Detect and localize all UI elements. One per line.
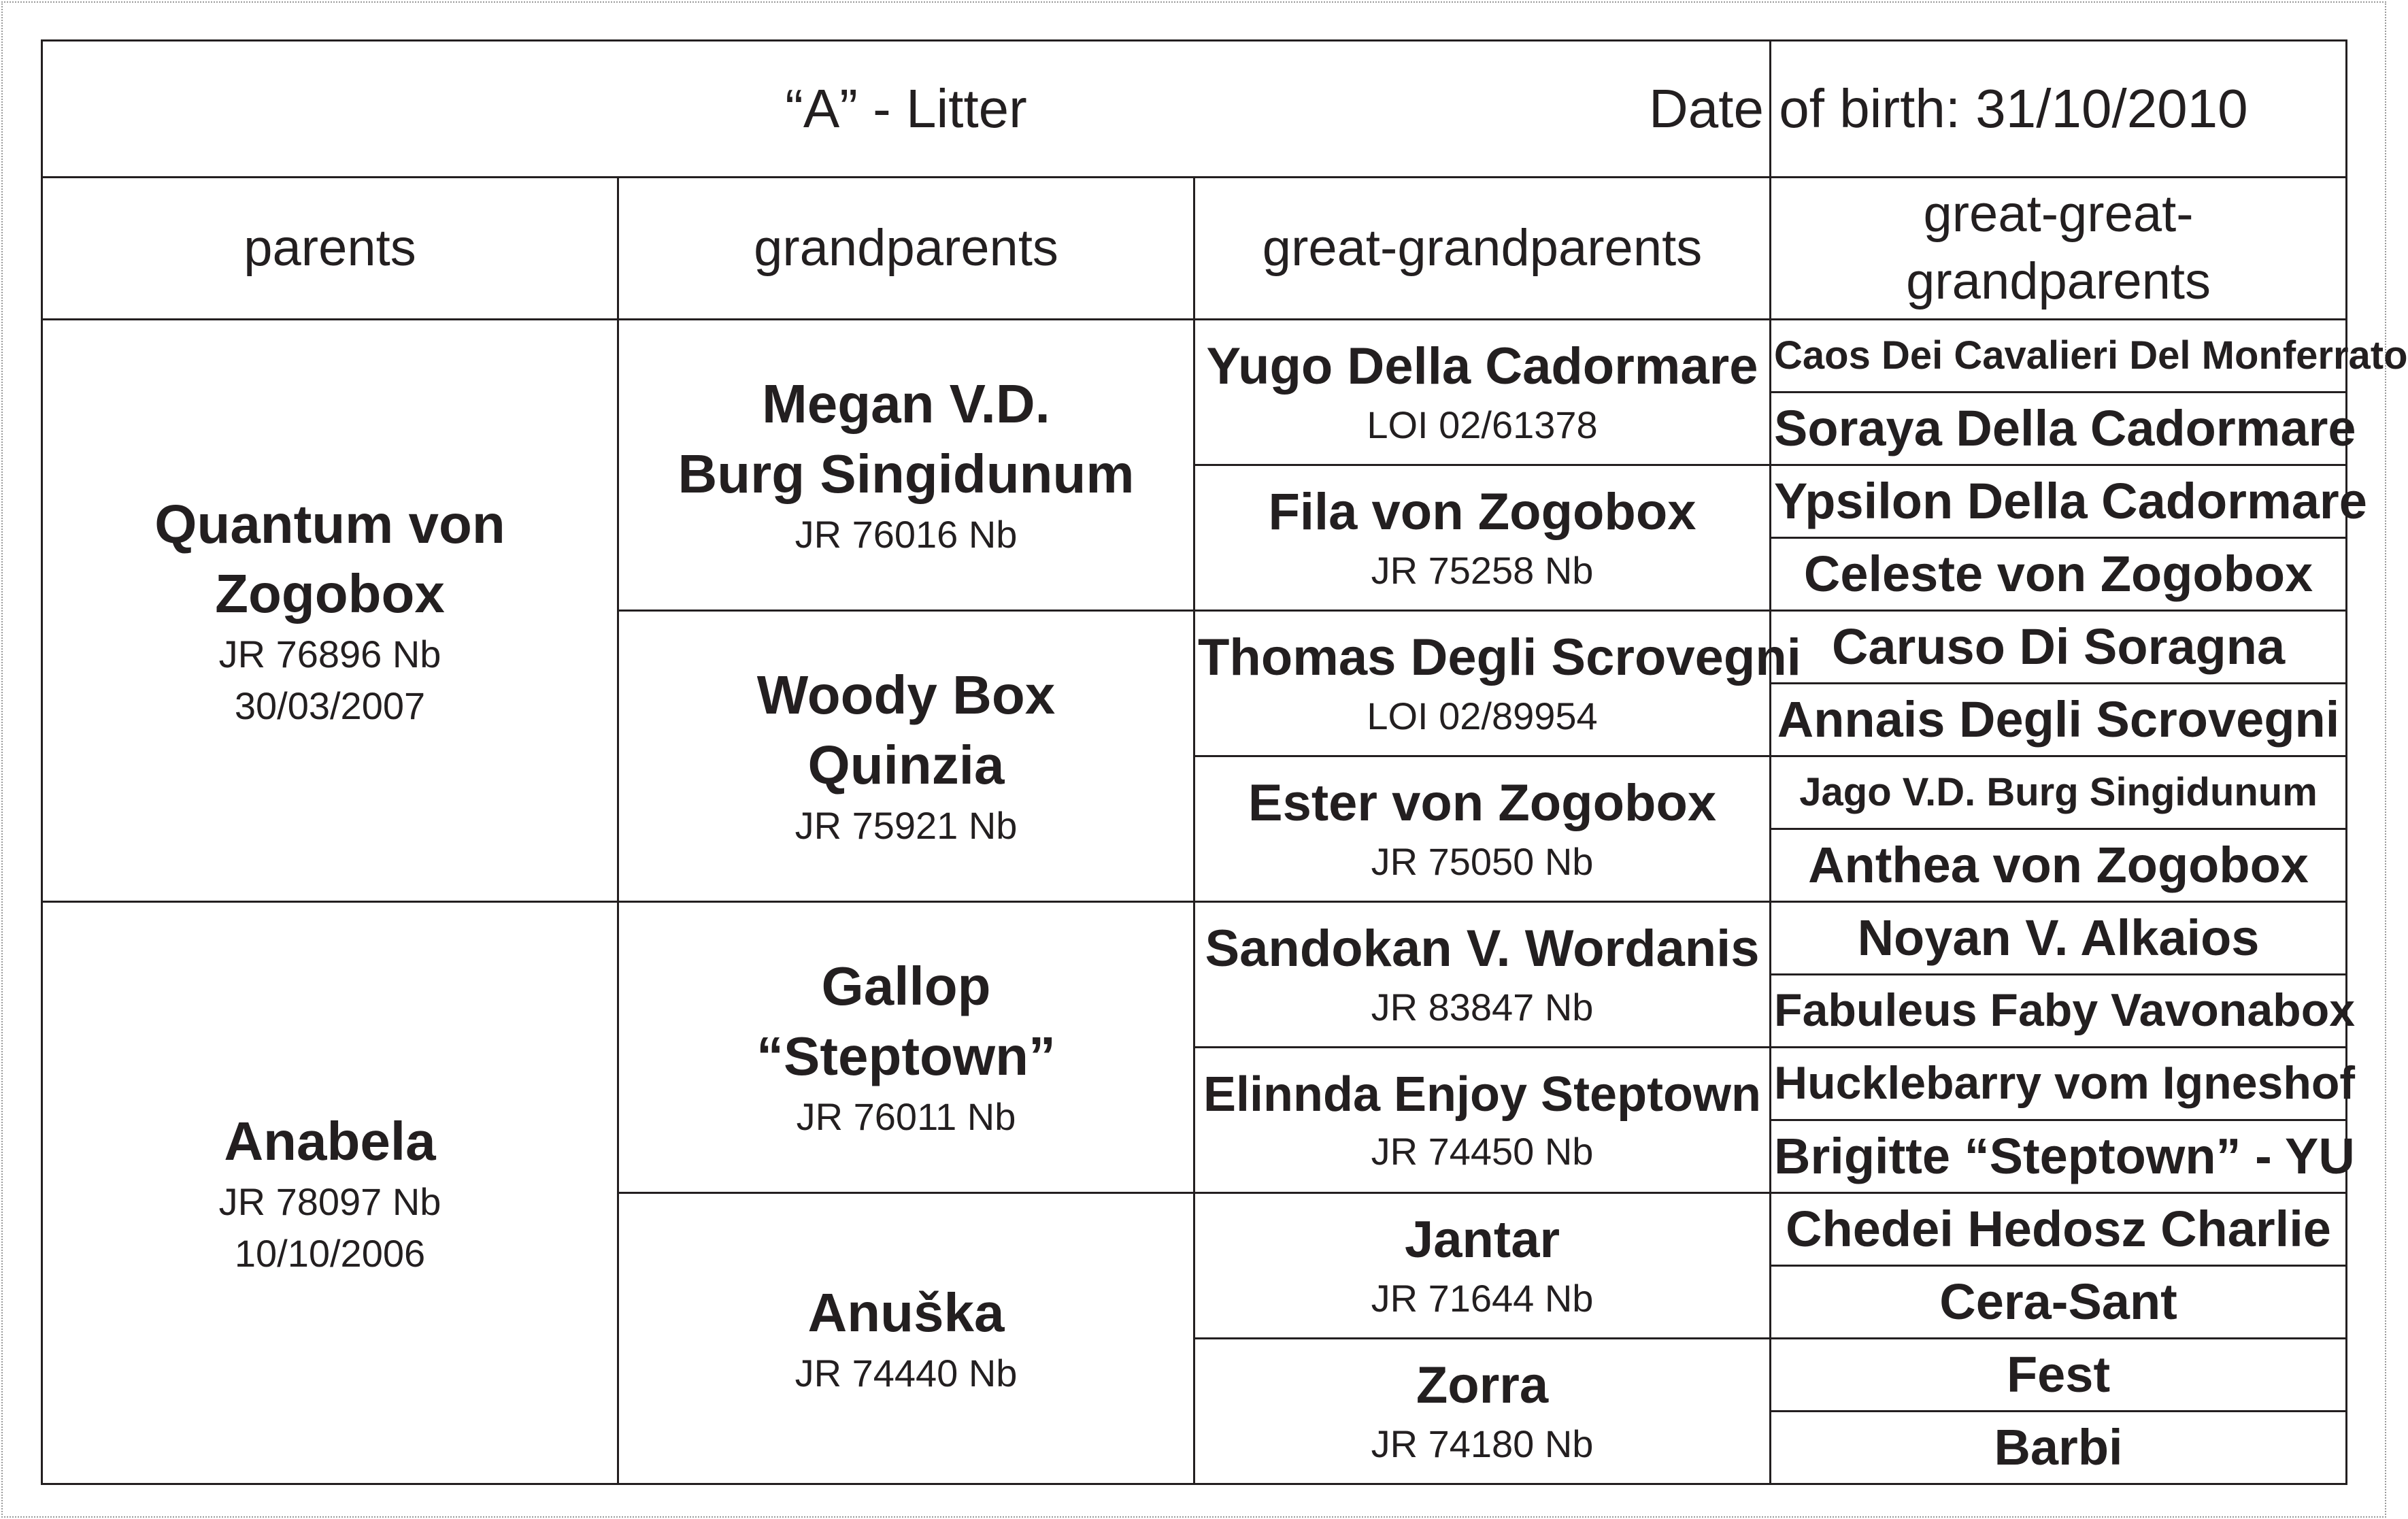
great-grandparent-4: Ester von Zogobox JR 75050 Nb (1194, 756, 1771, 902)
great-great-grandparent-16: Barbi (1771, 1412, 2347, 1484)
great-grandparent-1: Yugo Della Cadormare LOI 02/61378 (1194, 320, 1771, 465)
column-header-great-great-grandparents: great-great- grandparents (1771, 178, 2347, 320)
great-great-grandparent-6: Annais Degli Scrovegni (1771, 684, 2347, 756)
parent-sire: Quantum von Zogobox JR 76896 Nb 30/03/2007 (42, 320, 618, 902)
great-grandparent-2: Fila von Zogobox JR 75258 Nb (1194, 465, 1771, 611)
great-great-grandparent-8: Anthea von Zogobox (1771, 829, 2347, 902)
great-great-grandparent-7: Jago V.D. Burg Singidunum (1771, 756, 2347, 829)
grandparent-3: Gallop “Steptown” JR 76011 Nb (618, 902, 1194, 1193)
great-grandparent-7: Jantar JR 71644 Nb (1194, 1193, 1771, 1339)
column-header-great-grandparents: great-grandparents (1194, 178, 1771, 320)
great-great-grandparent-4: Celeste von Zogobox (1771, 538, 2347, 611)
great-great-grandparent-14: Cera-Sant (1771, 1266, 2347, 1339)
great-great-grandparent-11: Hucklebarry vom Igneshof (1771, 1048, 2347, 1120)
great-great-grandparent-3: Ypsilon Della Cadormare (1771, 465, 2347, 538)
great-great-grandparent-1: Caos Dei Cavalieri Del Monferrato (1771, 320, 2347, 393)
great-great-grandparent-5: Caruso Di Soragna (1771, 611, 2347, 684)
great-great-grandparent-2: Soraya Della Cadormare (1771, 393, 2347, 465)
date-of-birth: Date of birth: 31/10/2010 (1771, 41, 2347, 178)
great-grandparent-5: Sandokan V. Wordanis JR 83847 Nb (1194, 902, 1771, 1048)
column-header-grandparents: grandparents (618, 178, 1194, 320)
title-row (42, 41, 2347, 178)
grandparent-1: Megan V.D. Burg Singidunum JR 76016 Nb (618, 320, 1194, 611)
header-row (42, 178, 2347, 320)
great-grandparent-6: Elinnda Enjoy Steptown JR 74450 Nb (1194, 1048, 1771, 1193)
parent-dam: Anabela JR 78097 Nb 10/10/2006 (42, 902, 618, 1484)
great-great-grandparent-9: Noyan V. Alkaios (1771, 902, 2347, 975)
great-great-grandparent-10: Fabuleus Faby Vavonabox (1771, 975, 2347, 1048)
litter-title: “A” - Litter (42, 41, 1771, 178)
grandparent-4: Anuška JR 74440 Nb (618, 1193, 1194, 1484)
column-header-parents: parents (42, 178, 618, 320)
pedigree-table (41, 39, 2408, 1485)
great-great-grandparent-12: Brigitte “Steptown” - YU (1771, 1120, 2347, 1193)
great-great-grandparent-15: Fest (1771, 1339, 2347, 1412)
grandparent-2: Woody Box Quinzia JR 75921 Nb (618, 611, 1194, 902)
great-grandparent-3: Thomas Degli Scrovegni LOI 02/89954 (1194, 611, 1771, 756)
great-great-grandparent-13: Chedei Hedosz Charlie (1771, 1193, 2347, 1266)
great-grandparent-8: Zorra JR 74180 Nb (1194, 1339, 1771, 1484)
